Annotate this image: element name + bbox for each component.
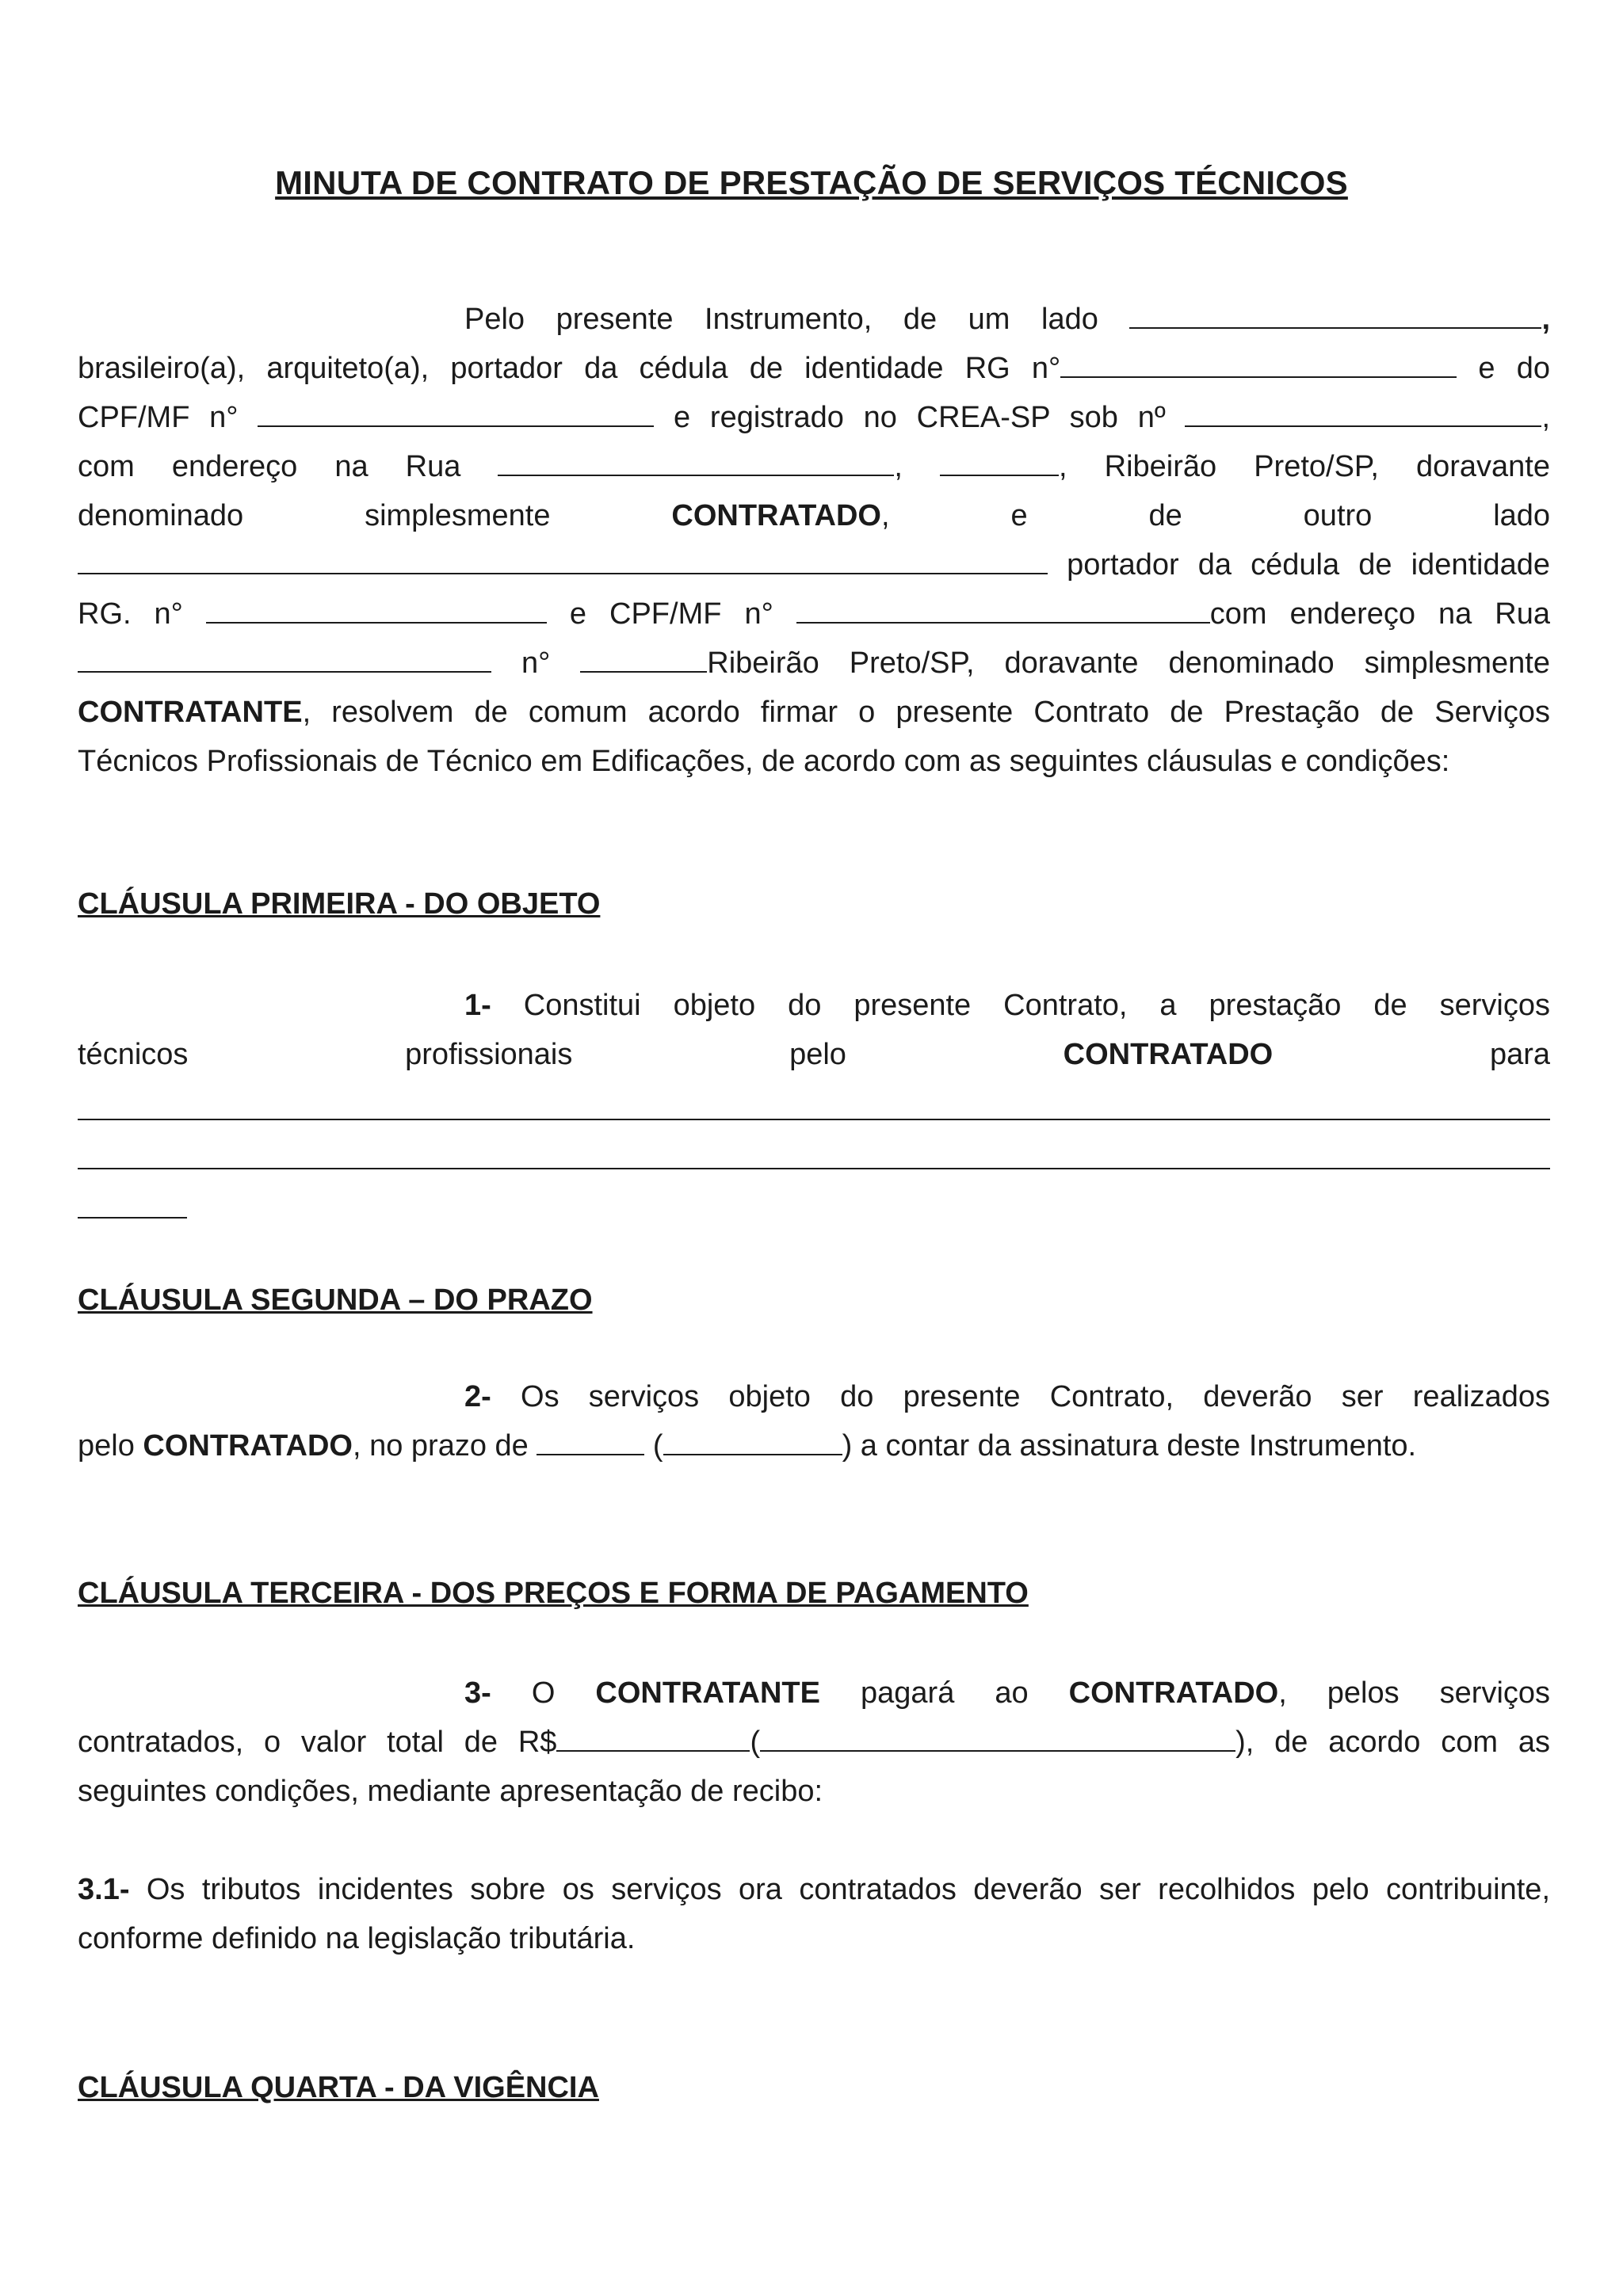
contratado-rg-blank[interactable]	[1060, 349, 1457, 378]
contratado-number-blank[interactable]	[940, 448, 1059, 476]
preamble-text: e	[1010, 499, 1028, 532]
clause-number: 3-	[464, 1676, 491, 1710]
clause-3-line-2	[78, 1718, 1550, 1767]
preamble-text: outro	[1303, 499, 1373, 532]
clause-text: , no prazo de	[352, 1429, 529, 1463]
clause-text: ) a contar da assinatura deste Instrumento.	[842, 1429, 1417, 1463]
document-title: MINUTA DE CONTRATO DE PRESTAÇÃO DE SERVIÇOS TÉCNICOS	[275, 164, 1348, 201]
comma: ,	[1541, 401, 1551, 434]
contratado-term: CONTRATADO	[671, 499, 881, 532]
preamble-line-7	[78, 589, 1550, 639]
clause-2-line-1	[78, 1372, 1550, 1421]
preamble-line-3	[78, 393, 1550, 442]
contratante-street-blank[interactable]	[78, 644, 491, 673]
clause-3-line-1	[78, 1669, 1550, 1718]
preamble-text: CPF/MF n°	[78, 401, 239, 434]
preamble-text: com endereço na Rua	[1209, 597, 1550, 631]
contratante-term: CONTRATANTE	[78, 696, 303, 729]
clause-number: 1-	[464, 989, 491, 1022]
clause-3-line-3: seguintes condições, mediante apresentação de recibo:	[78, 1775, 823, 1808]
clause-number: 3.1-	[78, 1873, 130, 1906]
crea-number-blank[interactable]	[1185, 399, 1541, 427]
preamble-text: , Ribeirão Preto/SP, doravante	[1059, 450, 1550, 483]
preamble-text: e do	[1478, 352, 1550, 385]
clause-text: profissionais	[405, 1038, 573, 1071]
preamble-line-10: Técnicos Profissionais de Técnico em Edificações, de acordo com as seguintes cláusulas e condições:	[78, 745, 1450, 778]
clause-text: Os serviços objeto do presente Contrato, deverão ser realizados	[521, 1380, 1550, 1413]
contratado-term: CONTRATADO	[143, 1429, 353, 1463]
contratante-cpf-blank[interactable]	[796, 595, 1210, 624]
preamble-line-9	[78, 688, 1550, 737]
clause-2-line-2	[78, 1421, 1550, 1470]
comma: ,	[880, 499, 890, 532]
comma: ,	[1541, 303, 1550, 336]
preamble-text: com endereço na Rua	[78, 450, 461, 483]
preamble-text: Pelo presente Instrumento, de um lado	[464, 303, 1098, 336]
clause-text: para	[1489, 1038, 1551, 1071]
clause-1-line-2	[78, 1030, 1550, 1079]
deadline-number-blank[interactable]	[537, 1427, 644, 1455]
clause-text: pagará ao	[861, 1676, 1029, 1710]
paren: (	[750, 1726, 761, 1759]
clause-text: O	[531, 1676, 556, 1710]
preamble-text: lado	[1493, 499, 1551, 532]
preamble-text: portador da cédula de identidade	[1067, 548, 1550, 582]
clause-text: pelo	[78, 1429, 135, 1463]
preamble-text: e CPF/MF n°	[569, 597, 773, 631]
preamble-text: n°	[521, 646, 551, 680]
preamble-line-2	[78, 344, 1550, 393]
clause-text: pelo	[789, 1038, 846, 1071]
preamble-line-1	[78, 295, 1550, 344]
clause-text: Os tributos incidentes sobre os serviços ora contratados deverão ser recolhidos pelo contribuinte,	[146, 1873, 1550, 1906]
clause-3-heading: CLÁUSULA TERCEIRA - DOS PREÇOS E FORMA DE PAGAMENTO	[78, 1577, 1029, 1610]
preamble-text: RG. n°	[78, 597, 183, 631]
clause-number: 2-	[464, 1380, 491, 1413]
clause-text: técnicos	[78, 1038, 189, 1071]
preamble-line-6	[78, 540, 1550, 589]
clause-3-1-line-2: conforme definido na legislação tributária.	[78, 1922, 636, 1955]
contratado-term: CONTRATADO	[1063, 1038, 1274, 1071]
contratante-name-blank[interactable]	[78, 546, 1048, 574]
preamble-text: e registrado no CREA-SP sob nº	[674, 401, 1166, 434]
object-description-blank-1[interactable]	[78, 1119, 1550, 1120]
preamble-line-4	[78, 442, 1550, 491]
clause-1-heading: CLÁUSULA PRIMEIRA - DO OBJETO	[78, 887, 601, 921]
preamble-text: brasileiro(a), arquiteto(a), portador da cédula de identidade RG n°	[78, 352, 1061, 385]
deadline-words-blank[interactable]	[663, 1427, 842, 1455]
preamble-text: simplesmente	[365, 499, 551, 532]
preamble-text: denominado	[78, 499, 244, 532]
preamble-line-8	[78, 639, 1550, 688]
contratado-name-blank[interactable]	[1129, 300, 1541, 329]
price-value-blank[interactable]	[556, 1723, 750, 1752]
clause-4-heading: CLÁUSULA QUARTA - DA VIGÊNCIA	[78, 2071, 599, 2104]
comma: ,	[894, 450, 903, 483]
clause-text: Constitui objeto do presente Contrato, a prestação de serviços	[523, 989, 1550, 1022]
object-description-blank-3[interactable]	[78, 1217, 187, 1219]
preamble-text: de	[1148, 499, 1182, 532]
preamble-text: , resolvem de comum acordo firmar o presente Contrato de Prestação de Serviços	[302, 696, 1550, 729]
contratante-number-blank[interactable]	[580, 644, 707, 673]
clause-text: contratados, o valor total de R$	[78, 1726, 557, 1759]
clause-1-line-1	[78, 981, 1550, 1030]
clause-text: ), de acordo com as	[1235, 1726, 1550, 1759]
preamble-line-5	[78, 491, 1550, 540]
clause-2-heading: CLÁUSULA SEGUNDA – DO PRAZO	[78, 1283, 593, 1317]
price-words-blank[interactable]	[760, 1723, 1235, 1752]
contratado-street-blank[interactable]	[498, 448, 894, 476]
contratante-rg-blank[interactable]	[206, 595, 547, 624]
contratante-term: CONTRATANTE	[595, 1676, 820, 1710]
contratado-cpf-blank[interactable]	[258, 399, 654, 427]
clause-text: , pelos serviços	[1278, 1676, 1551, 1710]
paren: (	[652, 1429, 663, 1463]
clause-3-1-line-1	[78, 1865, 1550, 1914]
object-description-blank-2[interactable]	[78, 1168, 1550, 1169]
contratado-term: CONTRATADO	[1068, 1676, 1279, 1710]
preamble-text: Ribeirão Preto/SP, doravante denominado simplesmente	[707, 646, 1550, 680]
